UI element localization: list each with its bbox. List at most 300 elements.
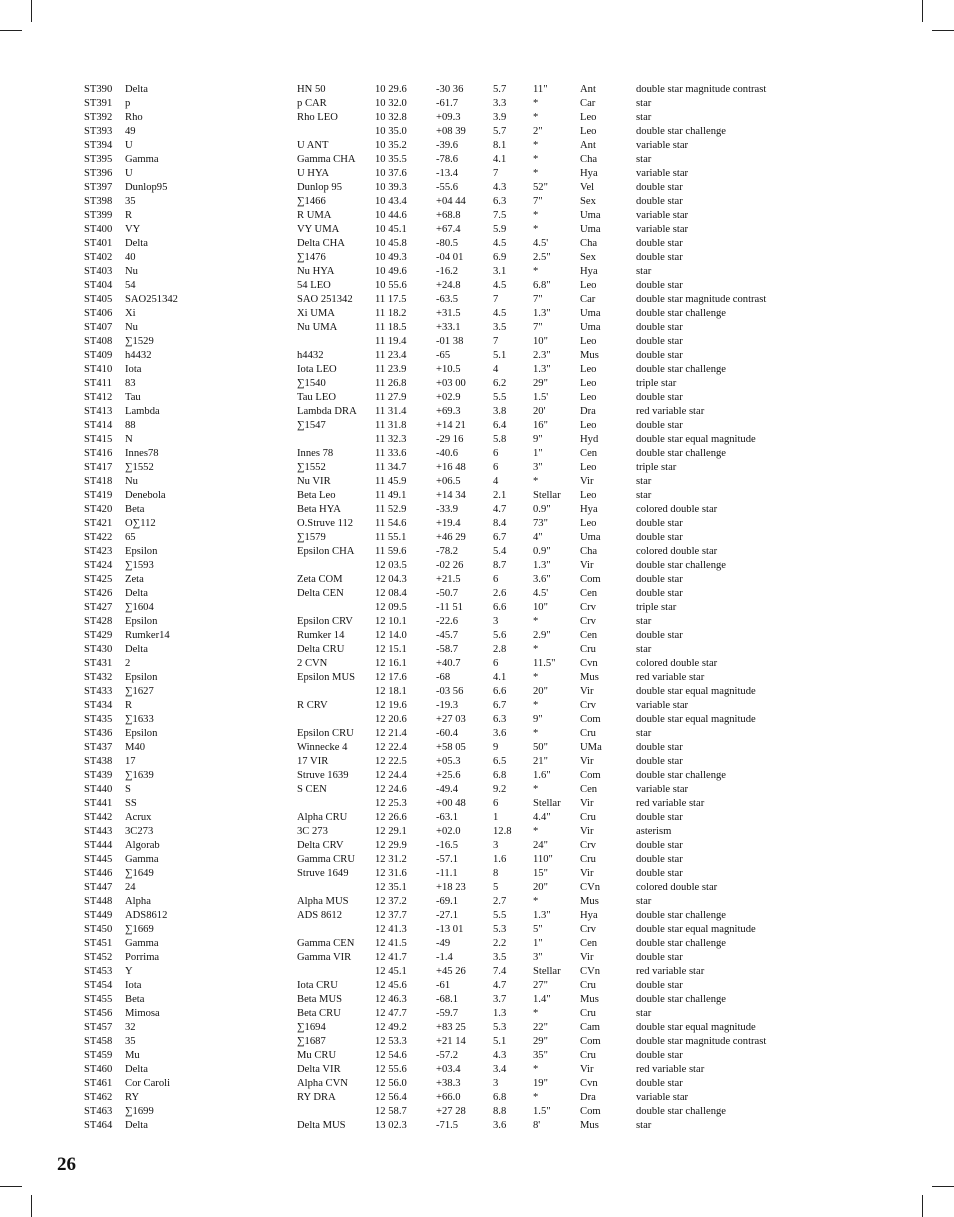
object-name: 32 <box>125 1022 136 1033</box>
alternate-designation: 17 VIR <box>297 756 329 767</box>
object-name: ∑1669 <box>125 924 154 935</box>
object-name: Beta <box>125 504 145 515</box>
object-name: Epsilon <box>125 672 158 683</box>
declination: -57.2 <box>436 1050 459 1061</box>
constellation: Cen <box>580 784 598 795</box>
catalog-id: ST453 <box>84 966 113 977</box>
magnitude: 6 <box>493 448 499 459</box>
alternate-designation: S CEN <box>297 784 327 795</box>
object-name: U <box>125 168 133 179</box>
magnitude: 5.7 <box>493 84 507 95</box>
constellation: Cru <box>580 980 596 991</box>
object-type: double star challenge <box>636 994 727 1005</box>
magnitude: 6 <box>493 574 499 585</box>
object-name: Xi <box>125 308 136 319</box>
constellation: Cru <box>580 1008 596 1019</box>
constellation: Com <box>580 574 601 585</box>
separation: * <box>533 266 539 277</box>
object-name: ∑1639 <box>125 770 154 781</box>
alternate-designation: ∑1547 <box>297 420 326 431</box>
separation: 52" <box>533 182 548 193</box>
declination: +21.5 <box>436 574 461 585</box>
separation: 19" <box>533 1078 548 1089</box>
constellation: Vir <box>580 560 594 571</box>
alternate-designation: Innes 78 <box>297 448 334 459</box>
object-type: colored double star <box>636 504 718 515</box>
constellation: CVn <box>580 882 601 893</box>
alternate-designation: Epsilon CRU <box>297 728 354 739</box>
alternate-designation: O.Struve 112 <box>297 518 354 529</box>
alternate-designation: Struve 1639 <box>297 770 349 781</box>
catalog-id: ST422 <box>84 532 113 543</box>
declination: -45.7 <box>436 630 459 641</box>
separation: 6.8" <box>533 280 551 291</box>
right-ascension: 12 49.2 <box>375 1022 407 1033</box>
object-type: double star magnitude contrast <box>636 1036 767 1047</box>
object-name: ∑1529 <box>125 336 154 347</box>
object-name: Epsilon <box>125 546 158 557</box>
magnitude: 7 <box>493 168 499 179</box>
declination: -57.1 <box>436 854 459 865</box>
object-name: Rho <box>125 112 143 123</box>
constellation: Crv <box>580 616 596 627</box>
alternate-designation: SAO 251342 <box>297 294 353 305</box>
catalog-id: ST429 <box>84 630 113 641</box>
alternate-designation: ∑1476 <box>297 252 326 263</box>
separation: 3" <box>533 462 543 473</box>
object-type: double star <box>636 336 683 347</box>
right-ascension: 10 45.1 <box>375 224 407 235</box>
separation: Stellar <box>533 490 561 501</box>
catalog-id: ST396 <box>84 168 113 179</box>
constellation: Leo <box>580 280 597 291</box>
right-ascension: 10 32.0 <box>375 98 407 109</box>
declination: +69.3 <box>436 406 461 417</box>
crop-mark <box>31 0 32 22</box>
right-ascension: 12 26.6 <box>375 812 407 823</box>
declination: -01 38 <box>436 336 464 347</box>
right-ascension: 12 04.3 <box>375 574 407 585</box>
object-type: red variable star <box>636 966 705 977</box>
declination: +10.5 <box>436 364 461 375</box>
constellation: Mus <box>580 350 599 361</box>
object-name: 3C273 <box>125 826 154 837</box>
constellation: Vir <box>580 476 594 487</box>
alternate-designation: Gamma VIR <box>297 952 352 963</box>
right-ascension: 10 55.6 <box>375 280 407 291</box>
object-name: SAO251342 <box>125 294 178 305</box>
magnitude: 3.9 <box>493 112 507 123</box>
constellation: Mus <box>580 896 599 907</box>
crop-mark <box>0 1186 22 1187</box>
constellation: Leo <box>580 126 597 137</box>
constellation: Cam <box>580 1022 601 1033</box>
magnitude: 6.6 <box>493 602 507 613</box>
catalog-id: ST404 <box>84 280 113 291</box>
object-type: star <box>636 490 652 501</box>
object-type: double star challenge <box>636 910 727 921</box>
declination: -04 01 <box>436 252 464 263</box>
magnitude: 6.8 <box>493 770 507 781</box>
magnitude: 6.8 <box>493 1092 507 1103</box>
catalog-id: ST417 <box>84 462 113 473</box>
magnitude: 2.7 <box>493 896 507 907</box>
object-name: Cor Caroli <box>125 1078 171 1089</box>
separation: 7" <box>533 294 543 305</box>
magnitude: 5.8 <box>493 434 507 445</box>
declination: +58 05 <box>436 742 466 753</box>
constellation: Cha <box>580 154 598 165</box>
separation: 4.4" <box>533 812 551 823</box>
separation: * <box>533 728 539 739</box>
object-type: colored double star <box>636 658 718 669</box>
constellation: Cen <box>580 630 598 641</box>
separation: 1" <box>533 448 543 459</box>
object-type: variable star <box>636 210 689 221</box>
object-type: double star magnitude contrast <box>636 294 767 305</box>
magnitude: 4.1 <box>493 154 507 165</box>
declination: +03 00 <box>436 378 466 389</box>
constellation: Com <box>580 770 601 781</box>
catalog-id: ST403 <box>84 266 113 277</box>
magnitude: 1.6 <box>493 854 507 865</box>
object-name: 83 <box>125 378 136 389</box>
separation: Stellar <box>533 798 561 809</box>
declination: +16 48 <box>436 462 466 473</box>
declination: +21 14 <box>436 1036 466 1047</box>
right-ascension: 11 55.1 <box>375 532 407 543</box>
right-ascension: 12 14.0 <box>375 630 407 641</box>
separation: 3" <box>533 952 543 963</box>
constellation: Com <box>580 1106 601 1117</box>
separation: * <box>533 896 539 907</box>
separation: 9" <box>533 714 543 725</box>
separation: 11" <box>533 84 548 95</box>
separation: 1.3" <box>533 364 551 375</box>
separation: 1.3" <box>533 910 551 921</box>
catalog-id: ST441 <box>84 798 113 809</box>
separation: 29" <box>533 378 548 389</box>
object-type: triple star <box>636 462 677 473</box>
separation: 10" <box>533 602 548 613</box>
alternate-designation: Alpha CRU <box>297 812 348 823</box>
catalog-id: ST421 <box>84 518 113 529</box>
right-ascension: 12 17.6 <box>375 672 407 683</box>
magnitude: 3 <box>493 616 499 627</box>
crop-mark <box>932 1186 954 1187</box>
separation: 3.6" <box>533 574 551 585</box>
alternate-designation: ∑1540 <box>297 378 326 389</box>
declination: -63.1 <box>436 812 459 823</box>
declination: -59.7 <box>436 1008 459 1019</box>
declination: -63.5 <box>436 294 459 305</box>
separation: 2.9" <box>533 630 551 641</box>
magnitude: 5.4 <box>493 546 507 557</box>
alternate-designation: Nu VIR <box>297 476 331 487</box>
declination: -68 <box>436 672 451 683</box>
constellation: Leo <box>580 336 597 347</box>
magnitude: 1 <box>493 812 499 823</box>
object-name: Dunlop95 <box>125 182 168 193</box>
constellation: Hya <box>580 504 598 515</box>
right-ascension: 12 25.3 <box>375 798 407 809</box>
declination: -19.3 <box>436 700 459 711</box>
magnitude: 1.3 <box>493 1008 507 1019</box>
constellation: Uma <box>580 210 601 221</box>
object-type: double star <box>636 238 683 249</box>
catalog-id: ST458 <box>84 1036 113 1047</box>
declination: -30 36 <box>436 84 464 95</box>
object-name: S <box>125 784 131 795</box>
declination: -61.7 <box>436 98 459 109</box>
catalog-id: ST464 <box>84 1120 113 1131</box>
object-type: double star challenge <box>636 560 727 571</box>
object-type: double star <box>636 574 683 585</box>
declination: -55.6 <box>436 182 459 193</box>
alternate-designation: Rumker 14 <box>297 630 345 641</box>
right-ascension: 11 49.1 <box>375 490 407 501</box>
constellation: Dra <box>580 406 596 417</box>
magnitude: 8.1 <box>493 140 507 151</box>
catalog-id: ST411 <box>84 378 112 389</box>
magnitude: 4.5 <box>493 308 507 319</box>
catalog-id: ST405 <box>84 294 113 305</box>
right-ascension: 12 22.5 <box>375 756 407 767</box>
object-type: double star equal magnitude <box>636 924 756 935</box>
object-type: double star <box>636 420 683 431</box>
object-type: double star <box>636 742 683 753</box>
alternate-designation: R UMA <box>297 210 332 221</box>
right-ascension: 12 41.3 <box>375 924 407 935</box>
declination: -69.1 <box>436 896 459 907</box>
separation: 4.5' <box>533 588 549 599</box>
right-ascension: 13 02.3 <box>375 1120 407 1131</box>
object-name: Mimosa <box>125 1008 160 1019</box>
magnitude: 3.5 <box>493 322 507 333</box>
right-ascension: 10 49.3 <box>375 252 407 263</box>
declination: -1.4 <box>436 952 453 963</box>
alternate-designation: Zeta COM <box>297 574 343 585</box>
catalog-id: ST399 <box>84 210 113 221</box>
right-ascension: 11 18.5 <box>375 322 407 333</box>
constellation: Cha <box>580 238 598 249</box>
declination: +19.4 <box>436 518 461 529</box>
separation: 16" <box>533 420 548 431</box>
alternate-designation: Beta Leo <box>297 490 336 501</box>
object-name: Delta <box>125 238 148 249</box>
declination: +08 39 <box>436 126 466 137</box>
object-type: double star <box>636 322 683 333</box>
catalog-id: ST412 <box>84 392 113 403</box>
right-ascension: 10 44.6 <box>375 210 407 221</box>
object-type: star <box>636 266 652 277</box>
magnitude: 3.4 <box>493 1064 507 1075</box>
separation: 0.9" <box>533 504 551 515</box>
catalog-id: ST456 <box>84 1008 113 1019</box>
magnitude: 3.8 <box>493 406 507 417</box>
object-type: double star <box>636 182 683 193</box>
right-ascension: 12 37.2 <box>375 896 407 907</box>
right-ascension: 12 45.1 <box>375 966 407 977</box>
constellation: Leo <box>580 518 597 529</box>
constellation: Uma <box>580 322 601 333</box>
alternate-designation: Dunlop 95 <box>297 182 343 193</box>
catalog-id: ST460 <box>84 1064 113 1075</box>
catalog-id: ST398 <box>84 196 113 207</box>
declination: +02.0 <box>436 826 461 837</box>
object-type: variable star <box>636 140 689 151</box>
object-type: double star <box>636 518 683 529</box>
magnitude: 4 <box>493 476 499 487</box>
separation: 29" <box>533 1036 548 1047</box>
right-ascension: 12 18.1 <box>375 686 407 697</box>
declination: -16.2 <box>436 266 459 277</box>
magnitude: 7 <box>493 336 499 347</box>
declination: -71.5 <box>436 1120 459 1131</box>
object-name: 35 <box>125 1036 136 1047</box>
catalog-id: ST395 <box>84 154 113 165</box>
declination: -33.9 <box>436 504 459 515</box>
alternate-designation: Gamma CRU <box>297 854 355 865</box>
separation: 20" <box>533 686 548 697</box>
catalog-id: ST452 <box>84 952 113 963</box>
right-ascension: 11 17.5 <box>375 294 407 305</box>
object-type: colored double star <box>636 546 718 557</box>
constellation: Cen <box>580 448 598 459</box>
alternate-designation: Epsilon CHA <box>297 546 355 557</box>
right-ascension: 12 29.1 <box>375 826 407 837</box>
catalog-id: ST433 <box>84 686 113 697</box>
alternate-designation: Nu UMA <box>297 322 338 333</box>
object-name: Nu <box>125 476 138 487</box>
separation: 27" <box>533 980 548 991</box>
constellation: Leo <box>580 462 597 473</box>
right-ascension: 12 29.9 <box>375 840 407 851</box>
catalog-id: ST438 <box>84 756 113 767</box>
object-type: red variable star <box>636 406 705 417</box>
constellation: Cru <box>580 728 596 739</box>
separation: * <box>533 140 539 151</box>
constellation: Leo <box>580 392 597 403</box>
catalog-id: ST434 <box>84 700 113 711</box>
catalog-id: ST393 <box>84 126 113 137</box>
magnitude: 3 <box>493 1078 499 1089</box>
right-ascension: 12 09.5 <box>375 602 407 613</box>
declination: +40.7 <box>436 658 461 669</box>
object-name: ∑1699 <box>125 1106 154 1117</box>
declination: -03 56 <box>436 686 464 697</box>
declination: +00 48 <box>436 798 466 809</box>
object-type: double star challenge <box>636 126 727 137</box>
crop-mark <box>0 30 22 31</box>
magnitude: 5.9 <box>493 224 507 235</box>
object-type: double star <box>636 252 683 263</box>
right-ascension: 11 26.8 <box>375 378 407 389</box>
separation: * <box>533 224 539 235</box>
constellation: Sex <box>580 196 596 207</box>
separation: * <box>533 112 539 123</box>
right-ascension: 10 49.6 <box>375 266 407 277</box>
magnitude: 7 <box>493 294 499 305</box>
magnitude: 4.1 <box>493 672 507 683</box>
declination: +04 44 <box>436 196 466 207</box>
constellation: Vir <box>580 798 594 809</box>
declination: +31.5 <box>436 308 461 319</box>
magnitude: 4.5 <box>493 280 507 291</box>
declination: +66.0 <box>436 1092 461 1103</box>
magnitude: 8 <box>493 868 499 879</box>
right-ascension: 12 41.5 <box>375 938 407 949</box>
separation: 110" <box>533 854 553 865</box>
object-name: Rumker14 <box>125 630 170 641</box>
alternate-designation: Iota LEO <box>297 364 337 375</box>
object-type: double star <box>636 1078 683 1089</box>
catalog-id: ST443 <box>84 826 113 837</box>
object-name: Alpha <box>125 896 151 907</box>
separation: 1.3" <box>533 308 551 319</box>
alternate-designation: Tau LEO <box>297 392 336 403</box>
catalog-id: ST400 <box>84 224 113 235</box>
constellation: Vir <box>580 868 594 879</box>
object-type: star <box>636 728 652 739</box>
magnitude: 2.1 <box>493 490 507 501</box>
magnitude: 12.8 <box>493 826 512 837</box>
catalog-id: ST410 <box>84 364 113 375</box>
object-type: double star <box>636 196 683 207</box>
magnitude: 6 <box>493 798 499 809</box>
constellation: Cvn <box>580 658 598 669</box>
declination: -60.4 <box>436 728 459 739</box>
right-ascension: 12 46.3 <box>375 994 407 1005</box>
constellation: Leo <box>580 112 597 123</box>
constellation: Mus <box>580 672 599 683</box>
catalog-id: ST418 <box>84 476 113 487</box>
constellation: Vir <box>580 686 594 697</box>
object-type: double star challenge <box>636 770 727 781</box>
object-type: star <box>636 896 652 907</box>
catalog-id: ST407 <box>84 322 113 333</box>
declination: -58.7 <box>436 644 459 655</box>
catalog-id: ST391 <box>84 98 113 109</box>
object-name: Zeta <box>125 574 144 585</box>
object-name: ∑1552 <box>125 462 154 473</box>
right-ascension: 12 31.2 <box>375 854 407 865</box>
declination: +02.9 <box>436 392 461 403</box>
object-type: star <box>636 644 652 655</box>
declination: -50.7 <box>436 588 459 599</box>
object-name: Epsilon <box>125 616 158 627</box>
right-ascension: 11 23.4 <box>375 350 407 361</box>
right-ascension: 11 34.7 <box>375 462 407 473</box>
separation: * <box>533 644 539 655</box>
object-name: VY <box>125 224 141 235</box>
constellation: Vir <box>580 952 594 963</box>
catalog-id: ST423 <box>84 546 113 557</box>
separation: * <box>533 98 539 109</box>
catalog-id: ST397 <box>84 182 113 193</box>
right-ascension: 10 35.2 <box>375 140 407 151</box>
alternate-designation: Beta CRU <box>297 1008 341 1019</box>
object-type: double star <box>636 630 683 641</box>
constellation: Com <box>580 1036 601 1047</box>
declination: +27 03 <box>436 714 466 725</box>
object-name: SS <box>125 798 137 809</box>
object-type: double star challenge <box>636 1106 727 1117</box>
right-ascension: 11 54.6 <box>375 518 407 529</box>
right-ascension: 12 19.6 <box>375 700 407 711</box>
alternate-designation: Beta MUS <box>297 994 343 1005</box>
declination: +67.4 <box>436 224 461 235</box>
